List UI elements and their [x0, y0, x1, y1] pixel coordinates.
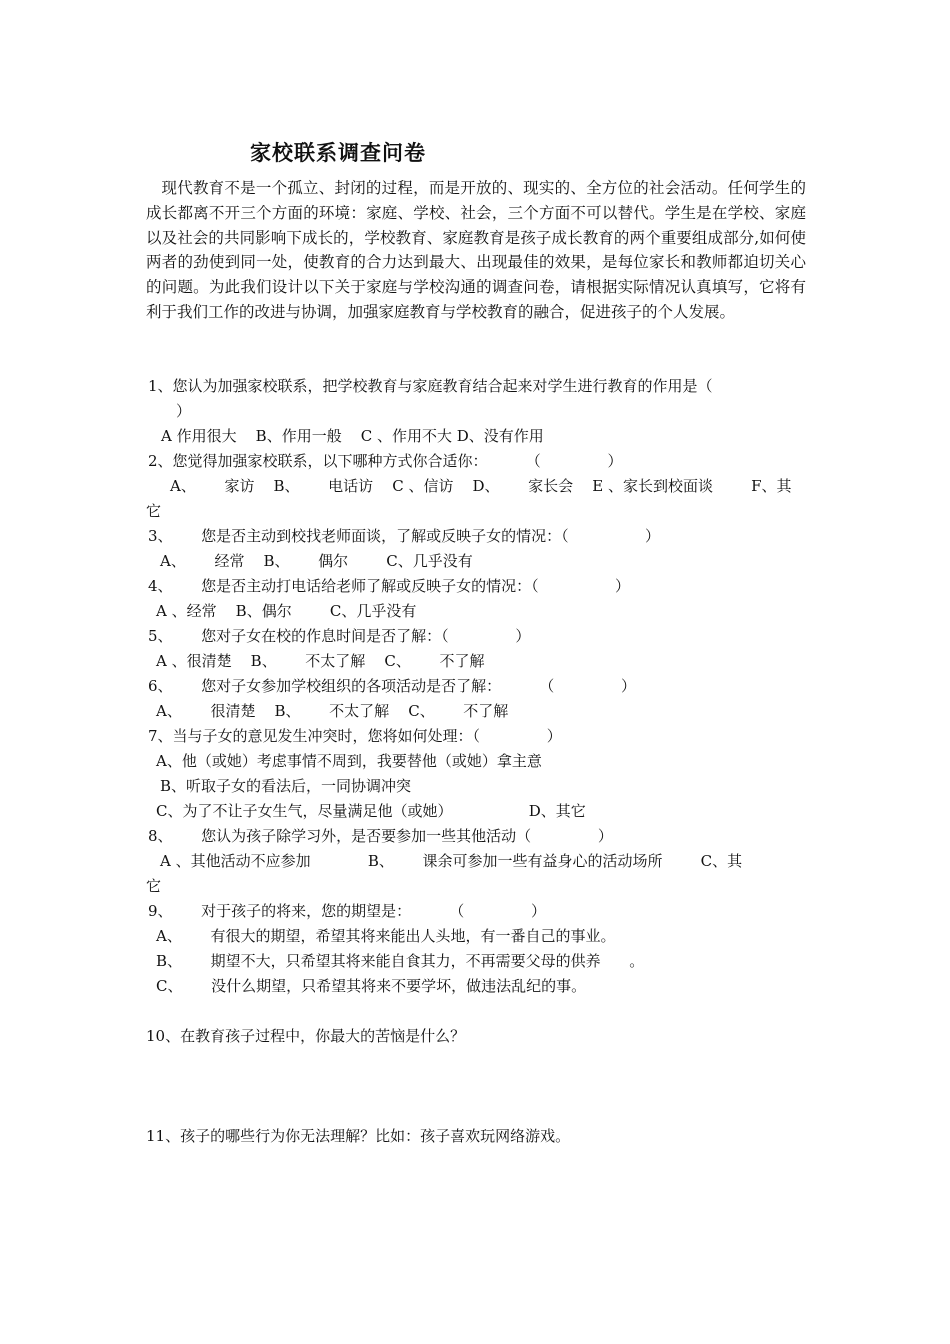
question-2-options: A、 家访 B、 电话访 C 、信访 D、 家长会 E 、家长到校面谈 F、其	[170, 477, 792, 495]
intro-text: 现代教育不是一个孤立、封闭的过程，而是开放的、现实的、全方位的社会活动。任何学生的成长都离不开三个方面的环境：家庭、学校、社会，三个方面不可以替代。学生是在学校、家庭以及社会的共同影响下成长的，学校教育、家庭教育是孩子成长教育的两个重要组成部分,如何使两者的劲使到同一处，使教育的合力达到最大、出现最佳的效果，是每位家长和教师都迫切关心的问题。为此我们设计以下关于家庭与学校沟通的调查问卷，请根据实际情况认真填写，它将有利于我们工作的改进与协调，加强家庭教育与学校教育的融合，促进孩子的个人发展。	[146, 179, 806, 321]
question-1: 1、您认为加强家校联系，把学校教育与家庭教育结合起来对学生进行教育的作用是（	[148, 377, 713, 395]
question-8-options-cont: 它	[146, 877, 162, 895]
question-7-option-c-d: C、为了不让子女生气，尽量满足他（或她） D、其它	[156, 802, 586, 820]
question-9-option-c: C、 没什么期望，只希望其将来不要学坏，做违法乱纪的事。	[156, 977, 587, 995]
question-4: 4、 您是否主动打电话给老师了解或反映子女的情况：（ ）	[148, 577, 630, 595]
question-7: 7、当与子女的意见发生冲突时，您将如何处理：（ ）	[148, 727, 562, 745]
question-2: 2、您觉得加强家校联系，以下哪种方式你合适你： （ ）	[148, 452, 623, 470]
question-8: 8、 您认为孩子除学习外，是否要参加一些其他活动（ ）	[148, 827, 613, 845]
question-6-options: A、 很清楚 B、 不太了解 C、 不了解	[156, 702, 509, 720]
question-11: 11、孩子的哪些行为你无法理解？比如：孩子喜欢玩网络游戏。	[146, 1127, 571, 1145]
question-2-options-cont: 它	[146, 502, 162, 520]
question-10: 10、在教育孩子过程中，你最大的苦恼是什么？	[146, 1027, 466, 1045]
question-8-options: A 、其他活动不应参加 B、 课余可参加一些有益身心的活动场所 C、其	[160, 852, 743, 870]
question-9: 9、 对于孩子的将来，您的期望是： （ ）	[148, 902, 547, 920]
document-title: 家校联系调查问卷	[250, 140, 426, 165]
question-6: 6、 您对子女参加学校组织的各项活动是否了解： （ ）	[148, 677, 637, 695]
question-4-options: A 、经常 B、偶尔 C、几乎没有	[156, 602, 417, 620]
question-7-option-a: A、他（或她）考虑事情不周到，我要替他（或她）拿主意	[156, 752, 542, 770]
question-1-options: A 作用很大 B、作用一般 C 、作用不大 D、没有作用	[161, 427, 544, 445]
question-3-options: A、 经常 B、 偶尔 C、几乎没有	[160, 552, 473, 570]
question-7-option-b: B、听取子女的看法后，一同协调冲突	[160, 777, 412, 795]
question-5: 5、 您对子女在校的作息时间是否了解：（ ）	[148, 627, 531, 645]
question-3: 3、 您是否主动到校找老师面谈，了解或反映子女的情况：（ ）	[148, 527, 660, 545]
question-9-option-a: A、 有很大的期望，希望其将来能出人头地，有一番自己的事业。	[156, 927, 616, 945]
intro-paragraph	[146, 176, 806, 325]
question-9-option-b: B、 期望不大，只希望其将来能自食其力，不再需要父母的供养 。	[156, 952, 645, 970]
question-5-options: A 、很清楚 B、 不太了解 C、 不了解	[156, 652, 485, 670]
question-1-bracket: ）	[176, 402, 192, 420]
